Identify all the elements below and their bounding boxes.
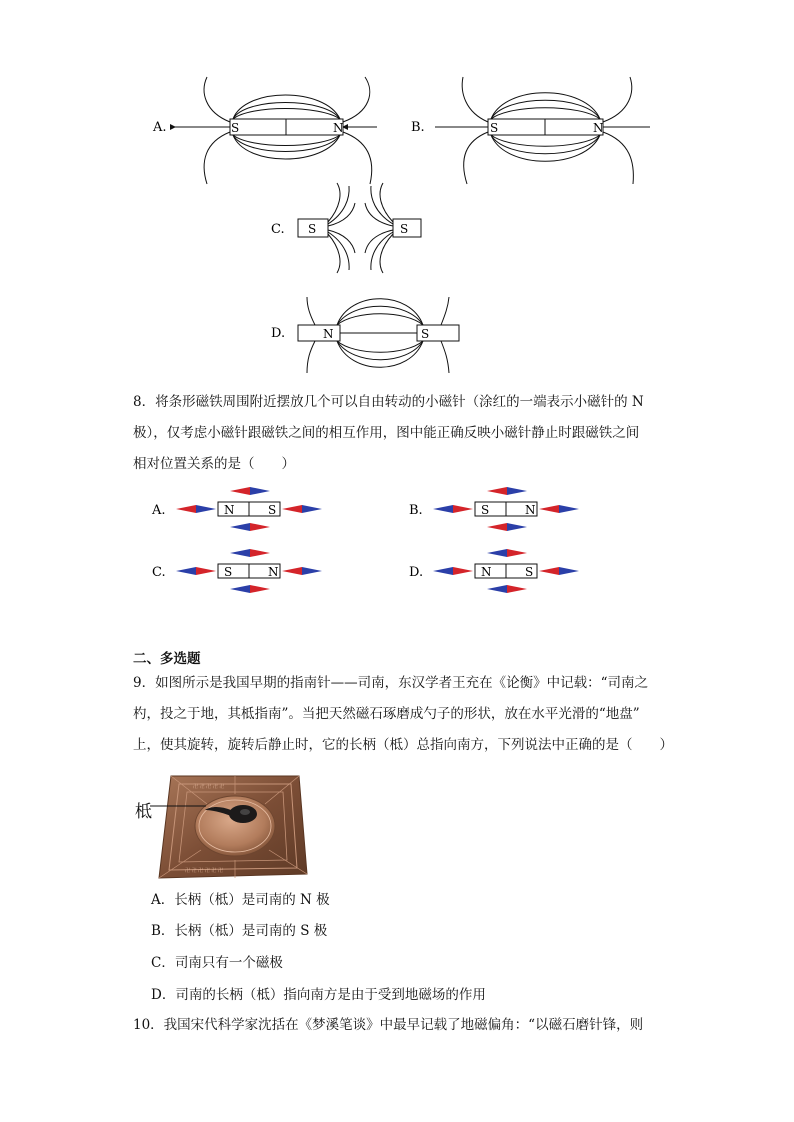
sinan-compass-image xyxy=(157,774,309,880)
q8-a-right-pole: S xyxy=(268,503,277,517)
q7-d-left-pole: N xyxy=(323,327,334,341)
q8-c-label: C. xyxy=(152,565,166,580)
q8-b-label: B. xyxy=(409,503,423,518)
q10-line-1: 10．我国宋代科学家沈括在《梦溪笔谈》中最早记载了地磁偏角：“以磁石磨针锋，则 xyxy=(133,1017,644,1033)
needle xyxy=(539,567,579,575)
q8-b-left-pole: S xyxy=(481,503,490,517)
needle xyxy=(230,549,270,557)
q8-line-2: 极），仅考虑小磁针跟磁铁之间的相互作用，图中能正确反映小磁针静止时跟磁铁之间 xyxy=(133,425,640,441)
q8-d-left-pole: N xyxy=(481,565,492,579)
needle xyxy=(433,567,473,575)
needle xyxy=(176,505,216,513)
sinan-handle-label: 柢 xyxy=(135,802,152,822)
q7-figure-b xyxy=(405,72,655,192)
q7-a-right-pole: N xyxy=(333,121,344,135)
svg-text:卍 卍 卍 卍 卍: 卍 卍 卍 卍 卍 xyxy=(193,784,225,790)
q9-option-d[interactable]: D．司南的长柄（柢）指向南方是由于受到地磁场的作用 xyxy=(151,987,486,1003)
needle xyxy=(230,523,270,531)
q7-a-left-pole: S xyxy=(231,121,240,135)
q7-figure-d xyxy=(265,285,465,385)
q9-line-2: 杓，投之于地，其柢指南”。当把天然磁石琢磨成勺子的形状，放在水平光滑的“地盘” xyxy=(133,706,640,722)
q7-c-left-pole: S xyxy=(308,222,317,236)
q7-b-right-pole: N xyxy=(593,121,604,135)
needle xyxy=(487,585,527,593)
q7-c-right-pole: S xyxy=(400,222,409,236)
needle xyxy=(176,567,216,575)
needle xyxy=(487,549,527,557)
q7-d-label: D. xyxy=(271,326,286,341)
q8-line-1: 8．将条形磁铁周围附近摆放几个可以自由转动的小磁针（涂红的一端表示小磁针的 N xyxy=(133,394,644,410)
needle xyxy=(230,487,270,495)
needle xyxy=(433,505,473,513)
needle xyxy=(539,505,579,513)
q7-d-right-pole: S xyxy=(421,327,430,341)
q7-figure-a xyxy=(145,72,385,192)
needle xyxy=(282,505,322,513)
svg-text:卍 卍 卍 卍 卍 卍: 卍 卍 卍 卍 卍 卍 xyxy=(185,868,223,874)
q8-c-right-pole: N xyxy=(268,565,279,579)
q8-a-left-pole: N xyxy=(224,503,235,517)
q8-a-label: A. xyxy=(152,503,166,518)
q8-option-d xyxy=(405,544,605,598)
needle xyxy=(487,523,527,531)
q8-d-right-pole: S xyxy=(525,565,534,579)
q7-a-label: A. xyxy=(153,120,167,135)
q9-line-1: 9．如图所示是我国早期的指南针——司南，东汉学者王充在《论衡》中记载：“司南之 xyxy=(133,675,648,691)
needle xyxy=(282,567,322,575)
q9-option-a[interactable]: A．长柄（柢）是司南的 N 极 xyxy=(151,892,330,908)
q8-c-left-pole: S xyxy=(224,565,233,579)
q8-b-right-pole: N xyxy=(525,503,536,517)
q7-b-label: B. xyxy=(411,120,425,135)
needle xyxy=(487,487,527,495)
q8-d-label: D. xyxy=(409,565,424,580)
q8-option-c xyxy=(148,544,348,598)
q8-line-3: 相对位置关系的是（ ） xyxy=(133,456,295,472)
q7-b-left-pole: S xyxy=(490,121,499,135)
q8-option-b xyxy=(405,482,605,536)
q9-line-3: 上，使其旋转，旋转后静止时，它的长柄（柢）总指向南方，下列说法中正确的是（ ） xyxy=(133,737,673,753)
section-title: 二、多选题 xyxy=(133,651,201,667)
q9-option-c[interactable]: C．司南只有一个磁极 xyxy=(151,955,283,971)
q9-option-b[interactable]: B．长柄（柢）是司南的 S 极 xyxy=(151,923,328,939)
q8-option-a xyxy=(148,482,348,536)
q7-c-label: C. xyxy=(271,222,285,237)
q7-figure-c xyxy=(265,178,435,278)
needle xyxy=(230,585,270,593)
sinan-label-line xyxy=(150,800,210,812)
